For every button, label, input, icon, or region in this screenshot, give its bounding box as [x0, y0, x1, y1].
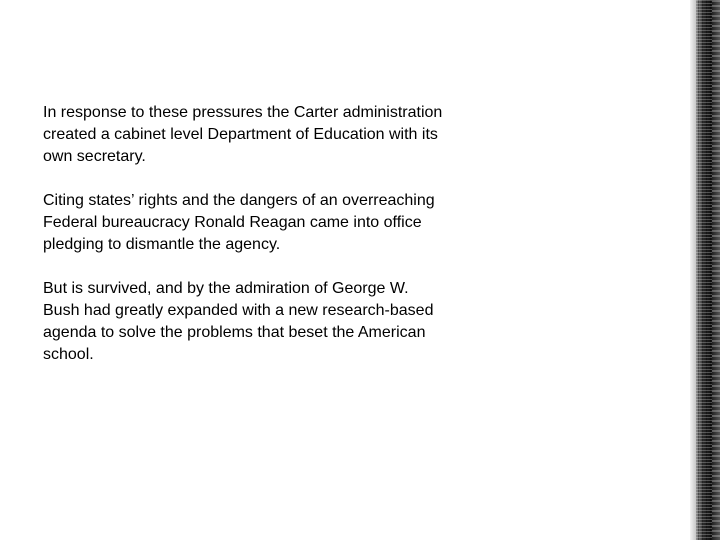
paragraph-bush: But is survived, and by the admiration of George W. Bush had greatly expanded with a new research-based agenda to solve the problems that beset the American school. — [43, 280, 434, 363]
decorative-edge-strip — [690, 0, 720, 540]
paragraph-reagan: Citing states’ rights and the dangers of an overreaching Federal bureaucracy Ronald Reagan came into office pledging to dismantle the agency. — [43, 192, 435, 253]
paragraph-carter: In response to these pressures the Carter administration created a cabinet level Department of Education with its own secretary. — [43, 104, 443, 165]
slide-text-body — [43, 102, 443, 366]
